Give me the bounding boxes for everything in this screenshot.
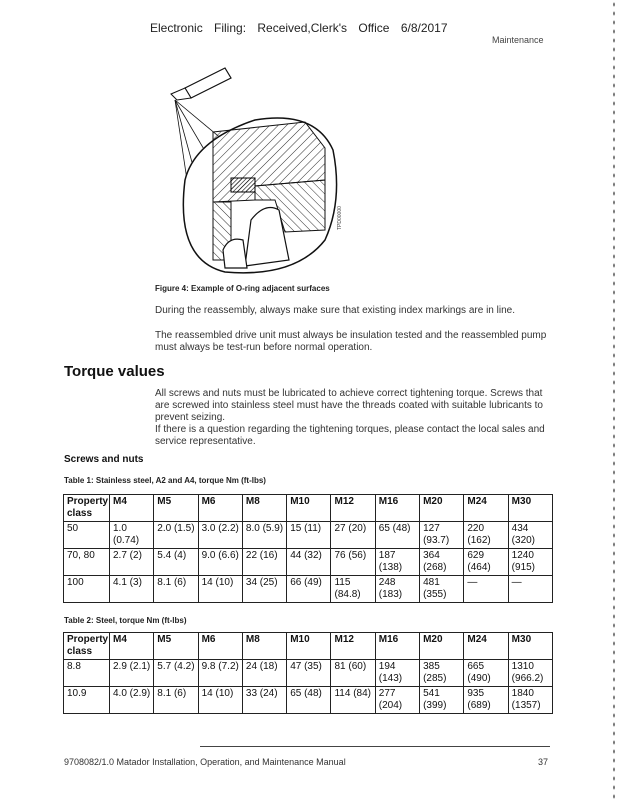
table-cell: 2.9 (2.1): [110, 660, 154, 687]
column-header: M24: [464, 633, 508, 660]
table-cell: 8.1 (6): [154, 687, 198, 714]
reassembly-paragraph-2: The reassembled drive unit must always be insulation tested and the reassembled pump must always be test-run before normal operation.: [155, 330, 547, 353]
table-cell: 277 (204): [375, 687, 419, 714]
page-number: 37: [538, 757, 549, 767]
table-cell: 5.4 (4): [154, 549, 198, 576]
footer-document-title: 9708082/1.0 Matador Installation, Operation, and Maintenance Manual: [64, 757, 346, 767]
table-cell: 115 (84.8): [331, 576, 375, 603]
table-cell: 33 (24): [242, 687, 286, 714]
column-header: M30: [508, 633, 552, 660]
steel-torque-table: [63, 632, 553, 714]
table-cell: 76 (56): [331, 549, 375, 576]
table-cell: 114 (84): [331, 687, 375, 714]
column-header: M6: [198, 633, 242, 660]
table-cell: 364 (268): [420, 549, 464, 576]
table-cell: 2.0 (1.5): [154, 522, 198, 549]
table-cell: 220 (162): [464, 522, 508, 549]
o-ring-figure: [165, 60, 345, 278]
table-cell: 50: [64, 522, 110, 549]
table-cell: 14 (10): [198, 687, 242, 714]
column-header: M4: [110, 495, 154, 522]
column-header: M16: [375, 495, 419, 522]
table-cell: 935 (689): [464, 687, 508, 714]
lubricant-tube-icon: [171, 68, 231, 100]
table-cell: 665 (490): [464, 660, 508, 687]
table1-caption: Table 1: Stainless steel, A2 and A4, torque Nm (ft-lbs): [64, 476, 266, 485]
column-header: M10: [287, 633, 331, 660]
filing-stamp: Electronic Filing: Received,Clerk's Office 6/8/2017: [150, 21, 448, 35]
column-header: M6: [198, 495, 242, 522]
table-cell: 5.7 (4.2): [154, 660, 198, 687]
table-cell: 66 (49): [287, 576, 331, 603]
table-cell: 34 (25): [242, 576, 286, 603]
table-cell: 9.8 (7.2): [198, 660, 242, 687]
table2-caption: Table 2: Steel, torque Nm (ft-lbs): [64, 616, 187, 625]
table-row: [64, 522, 553, 549]
table-cell: 22 (16): [242, 549, 286, 576]
table-cell: 8.1 (6): [154, 576, 198, 603]
table-row: [64, 687, 553, 714]
table-cell: 187 (138): [375, 549, 419, 576]
column-header: M20: [420, 633, 464, 660]
figure-caption: Figure 4: Example of O-ring adjacent surfaces: [155, 284, 330, 293]
table-cell: 47 (35): [287, 660, 331, 687]
table-cell: 65 (48): [375, 522, 419, 549]
table-header-row: [64, 633, 553, 660]
table-cell: 24 (18): [242, 660, 286, 687]
column-header: M16: [375, 633, 419, 660]
column-header: Property class: [64, 495, 110, 522]
column-header: M30: [508, 495, 552, 522]
table-cell: 481 (355): [420, 576, 464, 603]
section-label: Maintenance: [492, 35, 544, 45]
table-cell: 194 (143): [375, 660, 419, 687]
stainless-torque-table: [63, 494, 553, 603]
table-cell: 100: [64, 576, 110, 603]
torque-paragraph-1: All screws and nuts must be lubricated to achieve correct tightening torque. Screws that are screwed into stainless steel must have the threads coated with suitable lubricants to prevent seizing.: [155, 388, 543, 423]
column-header: Property class: [64, 633, 110, 660]
table-cell: 127 (93.7): [420, 522, 464, 549]
table-row: [64, 660, 553, 687]
table-row: [64, 549, 553, 576]
table-cell: 248 (183): [375, 576, 419, 603]
table-row: [64, 576, 553, 603]
table-cell: 14 (10): [198, 576, 242, 603]
table-cell: 15 (11): [287, 522, 331, 549]
table-cell: 2.7 (2): [110, 549, 154, 576]
table-cell: 4.0 (2.9): [110, 687, 154, 714]
column-header: M10: [287, 495, 331, 522]
scan-edge-artifact: [612, 0, 616, 800]
table-cell: 44 (32): [287, 549, 331, 576]
section-heading: Torque values: [64, 363, 165, 380]
table-cell: 65 (48): [287, 687, 331, 714]
column-header: M20: [420, 495, 464, 522]
table-cell: 629 (464): [464, 549, 508, 576]
table-cell: 1240 (915): [508, 549, 552, 576]
table-cell: 1310 (966.2): [508, 660, 552, 687]
column-header: M5: [154, 633, 198, 660]
table-cell: 81 (60): [331, 660, 375, 687]
table-cell: 3.0 (2.2): [198, 522, 242, 549]
column-header: M4: [110, 633, 154, 660]
column-header: M5: [154, 495, 198, 522]
figure-code: TPD00000: [337, 206, 343, 230]
column-header: M12: [331, 495, 375, 522]
column-header: M12: [331, 633, 375, 660]
table-cell: 1.0 (0.74): [110, 522, 154, 549]
table-header-row: [64, 495, 553, 522]
subsection-heading: Screws and nuts: [64, 454, 144, 465]
column-header: M8: [242, 495, 286, 522]
table-cell: 541 (399): [420, 687, 464, 714]
table-cell: 385 (285): [420, 660, 464, 687]
column-header: M8: [242, 633, 286, 660]
footer-divider: [200, 746, 550, 747]
torque-paragraph-2: If there is a question regarding the tightening torques, please contact the local sales and service representative.: [155, 424, 545, 447]
column-header: M24: [464, 495, 508, 522]
table-cell: 1840 (1357): [508, 687, 552, 714]
table-cell: 70, 80: [64, 549, 110, 576]
table-cell: 9.0 (6.6): [198, 549, 242, 576]
table-cell: 8.0 (5.9): [242, 522, 286, 549]
reassembly-paragraph-1: During the reassembly, always make sure that existing index markings are in line.: [155, 305, 515, 316]
table-cell: 434 (320): [508, 522, 552, 549]
table-cell: 4.1 (3): [110, 576, 154, 603]
table-cell: —: [508, 576, 552, 603]
table-cell: 10.9: [64, 687, 110, 714]
table-cell: —: [464, 576, 508, 603]
table-cell: 8.8: [64, 660, 110, 687]
table-cell: 27 (20): [331, 522, 375, 549]
